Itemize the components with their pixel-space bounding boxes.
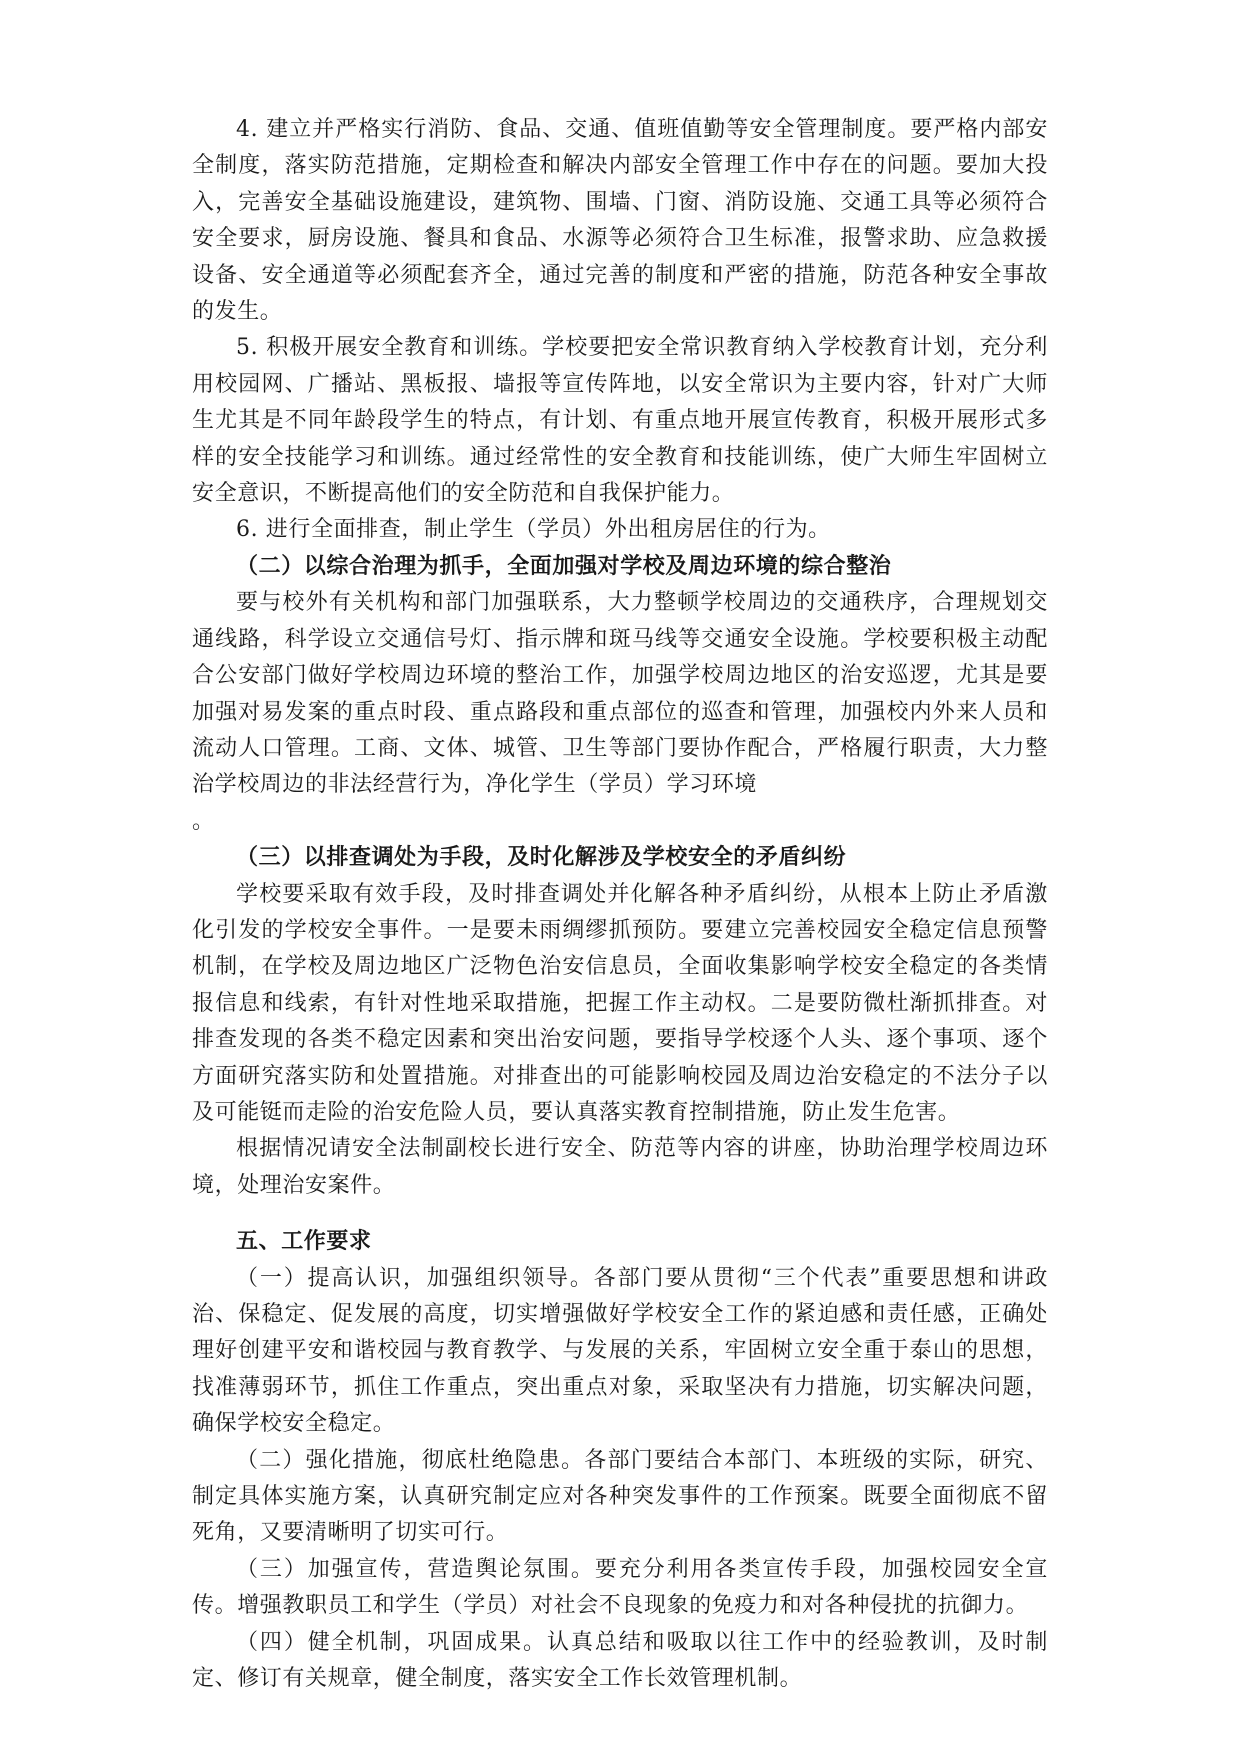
paragraph-disputes: 学校要采取有效手段，及时排查调处并化解各种矛盾纠纷，从根本上防止矛盾激化引发的学校安全事件。一是要未雨绸缪抓预防。要建立完善校园安全稳定信息预警机制，在学校及周边地区广泛物色治安信息员，全面收集影响学校安全稳定的各类情报信息和线索，有针对性地采取措施，把握工作主动权。二是要防微杜渐抓排查。对排查发现的各类不稳定因素和突出治安问题，要指导学校逐个人头、逐个事项、逐个方面研究落实防和处置措施。对排查出的可能影响校园及周边治安稳定的不法分子以及可能铤而走险的治安危险人员，要认真落实教育控制措施，防止发生危害。 [192, 881, 1048, 1125]
paragraph-lectures: 根据情况请安全法制副校长进行安全、防范等内容的讲座，协助治理学校周边环境，处理治安案件。 [192, 1136, 1048, 1198]
requirement-4: （四）健全机制，巩固成果。认真总结和吸取以往工作中的经验教训，及时制定、修订有关规章，健全制度，落实安全工作长效管理机制。 [192, 1629, 1048, 1692]
requirement-1: （一）提高认识，加强组织领导。各部门要从贯彻“三个代表”重要思想和讲政治、保稳定、促发展的高度，切实增强做好学校安全工作的紧迫感和责任感，正确处理好创建平安和谐校园与教育教学、与发展的关系，牢固树立安全重于泰山的思想，找准薄弱环节，抓住工作重点，突出重点对象，采取坚决有力措施，切实解决问题，确保学校安全稳定。 [192, 1265, 1048, 1437]
paragraph-period: 。 [192, 808, 215, 834]
chapter-heading-5: 五、工作要求 [236, 1229, 372, 1255]
section-heading-2: （二）以综合治理为抓手，全面加强对学校及周边环境的综合整治 [236, 553, 892, 579]
paragraph-item-5: 5. 积极开展安全教育和训练。学校要把安全常识教育纳入学校教育计划，充分利用校园网、广播站、黑板报、墙报等宣传阵地，以安全常识为主要内容，针对广大师生尤其是不同年龄段学生的特点，有计划、有重点地开展宣传教育，积极开展形式多样的安全技能学习和训练。通过经常性的安全教育和技能训练，使广大师生牢固树立安全意识，不断提高他们的安全防范和自我保护能力。 [192, 335, 1048, 507]
requirement-2: （二）强化措施，彻底杜绝隐患。各部门要结合本部门、本班级的实际，研究、制定具体实施方案，认真研究制定应对各种突发事件的工作预案。既要全面彻底不留死角，又要清晰明了切实可行。 [192, 1447, 1048, 1546]
section-heading-3: （三）以排查调处为手段，及时化解涉及学校安全的矛盾纠纷 [236, 845, 847, 871]
paragraph-item-4: 4. 建立并严格实行消防、食品、交通、值班值勤等安全管理制度。要严格内部安全制度，落实防范措施，定期检查和解决内部安全管理工作中存在的问题。要加大投入，完善安全基础设施建设，建筑物、围墙、门窗、消防设施、交通工具等必须符合安全要求，厨房设施、餐具和食品、水源等必须符合卫生标准，报警求助、应急救援设备、安全通道等必须配套齐全，通过完善的制度和严密的措施，防范各种安全事故的发生。 [192, 117, 1048, 325]
paragraph-environment: 要与校外有关机构和部门加强联系，大力整顿学校周边的交通秩序，合理规划交通线路，科学设立交通信号灯、指示牌和斑马线等交通安全设施。学校要积极主动配合公安部门做好学校周边环境的整治工作，加强学校周边地区的治安巡逻，尤其是要加强对易发案的重点时段、重点路段和重点部位的巡查和管理，加强校内外来人员和流动人口管理。工商、文体、城管、卫生等部门要协作配合，严格履行职责，大力整治学校周边的非法经营行为，净化学生（学员）学习环境 [192, 590, 1048, 798]
document-body [192, 112, 1048, 1697]
requirement-3: （三）加强宣传，营造舆论氛围。要充分利用各类宣传手段，加强校园安全宣传。增强教职员工和学生（学员）对社会不良现象的免疫力和对各种侵扰的抗御力。 [192, 1556, 1048, 1619]
paragraph-item-6: 6. 进行全面排查，制止学生（学员）外出租房居住的行为。 [236, 517, 831, 543]
